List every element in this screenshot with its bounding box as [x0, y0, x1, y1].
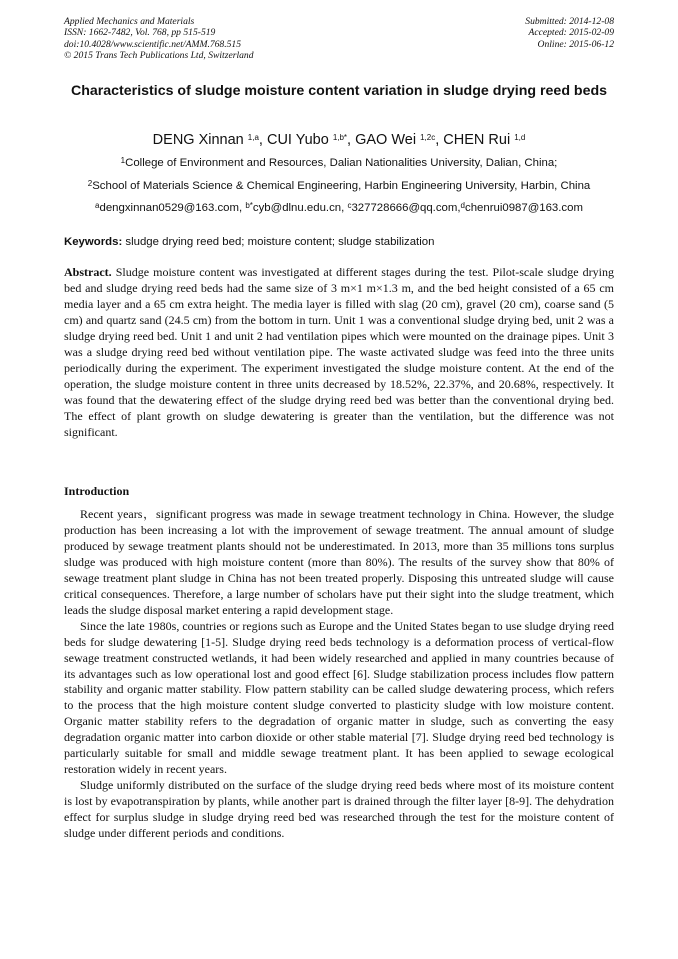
email-address: dengxinnan0529@163.com, — [99, 202, 243, 214]
keywords-text: sludge drying reed bed; moisture content; sludge stabilization — [125, 236, 435, 248]
affiliation-text: School of Materials Science & Chemical Engineering, Harbin Engineering University, Harbin, China — [92, 180, 591, 192]
paper-title: Characteristics of sludge moisture content variation in sludge drying reed beds — [70, 83, 608, 99]
keywords — [64, 235, 614, 249]
journal-name: Applied Mechanics and Materials — [64, 16, 195, 27]
paragraph: Since the late 1980s, countries or regions such as Europe and the United States began to use sludge drying reed beds for sludge dewatering [1-5]. Sludge drying reed beds technology is a deformation process of vertical-flow sewage treatment constructed wetlands, it had been widely researched and applied in many countries because of its advantages such as low operational lost and good effect [6]. Sludge stabilization process includes flow pattern stability and organic matter stability. Flow pattern stability can be called sludge dewatering process, which refers to the process that the high moisture content sludge converted to plasticity sludge with low moisture content. Organic matter stability refers to the degradation of organic matter in sludge, such as converting the easy degradation organic matter into carbon dioxide or other stable material [7]. Sludge drying reed bed technology is particularly suitable for small and middle sewage treatment plant. It has been applied to sewage ecological restoration widely in recent years. — [64, 618, 614, 777]
email-address: cyb@dlnu.edu.cn, — [252, 202, 345, 214]
abstract-text: Sludge moisture content was investigated at different stages during the test. Pilot-scale sludge drying bed and sludge drying reed beds had the same size of 3 m×1 m×1.3 m, and the bed height consisted of a 65 cm media layer and a 65 cm extra height. The media layer is filled with slag (20 cm), gravel (20 cm), coarse sand (5 cm) and quartz sand (24.5 cm) from the bottom in turn. Unit 1 was a conventional sludge drying bed, unit 2 was a sludge drying reed bed. Unit 1 and unit 2 had ventilation pipes which were mounted on the drainage pipes. Unit 3 was a sludge drying reed bed without ventilation pipe. The waste activated sludge was feed into the three units periodically during the experiment. The experiment investigated the sludge moisture content. At the end of the operation, the sludge moisture content in three units decreased by 18.52%, 22.37%, and 20.68%, respectively. It was found that the dewatering effect of the sludge drying reed bed was better than the conventional drying bed. The effect of plant growth on sludge dewatering is greater than the ventilation, but the difference was not significant. — [64, 265, 615, 439]
email-mark: b* — [245, 201, 253, 210]
author-name: CUI Yubo — [266, 132, 329, 148]
journal-copyright: © 2015 Trans Tech Publications Ltd, Switzerland — [64, 49, 254, 61]
email-address: 327728666@qq.com, — [351, 202, 461, 214]
journal-doi: doi:10.4028/www.scientific.net/AMM.768.515 — [64, 38, 242, 50]
introduction-heading: Introduction — [64, 484, 130, 498]
author-affiliation-mark: 1,b* — [332, 133, 348, 142]
email-mark: d — [460, 201, 465, 210]
abstract-label: Abstract. — [64, 265, 112, 279]
journal-issn: ISSN: 1662-7482, Vol. 768, pp 515-519 — [64, 27, 216, 39]
paragraph: Recent years，significant progress was made in sewage treatment technology in China. However, the sludge production has been increasing a lot with the improvement of sewage treatment. The annual amount of sludge produced by sewage treatment plants should not be underestimated. In 2013, more than 35 millions tons surplus sludge was produced with high moisture content (more than 80%). The results of the survey show that 80% of sewage treatment plant sludge in China has not been treated properly. Disposing this untreated sludge will cause critical consequences. Therefore, a large number of scholars have put their sight into the sludge treatment, which leads the sludge disposal market entering a rapid development stage. — [64, 507, 614, 617]
author-affiliation-mark: 1,2c — [420, 133, 436, 142]
abstract — [64, 265, 614, 440]
author-list: DENG Xinnan $^{1,a}$, CUI Yubo $^{1,b*}$, GAO Wei $^{1,2c}$, CHEN Rui $^{1,d}$ — [152, 132, 526, 148]
author-name: DENG Xinnan — [152, 132, 244, 148]
email-mark: c — [347, 201, 352, 210]
email-list — [56, 201, 622, 215]
author-name: GAO Wei — [355, 132, 417, 148]
affiliation-text: College of Environment and Resources, Dalian Nationalities University, Dalian, China; — [125, 157, 558, 169]
online-date: Online: 2015-06-12 — [537, 38, 614, 50]
journal-header-right — [525, 16, 614, 50]
introduction-body — [64, 507, 614, 842]
author-affiliation-mark: 1,d — [514, 133, 526, 142]
author-affiliation-mark: 1,a — [247, 133, 259, 142]
keywords-label: Keywords: — [64, 236, 123, 248]
affiliation-2 — [56, 179, 622, 193]
affiliation-mark: 1 — [120, 156, 126, 165]
author-name: CHEN Rui — [443, 132, 511, 148]
submitted-date: Submitted: 2014-12-08 — [525, 16, 614, 27]
email-mark: a — [95, 201, 100, 210]
email-address: chenrui0987@163.com — [465, 202, 583, 214]
journal-header-left — [64, 16, 254, 61]
accepted-date: Accepted: 2015-02-09 — [528, 27, 614, 39]
affiliation-mark: 2 — [87, 179, 93, 188]
affiliation-1 — [56, 156, 622, 170]
paragraph: Sludge uniformly distributed on the surface of the sludge drying reed beds where most of its moisture content is lost by evapotranspiration by plants, while another part is drained through the filter layer [8-9]. The dehydration effect for surplus sludge in sludge drying reed bed was researched through the test for the moisture content of sludge under different periods and conditions. — [64, 778, 614, 841]
